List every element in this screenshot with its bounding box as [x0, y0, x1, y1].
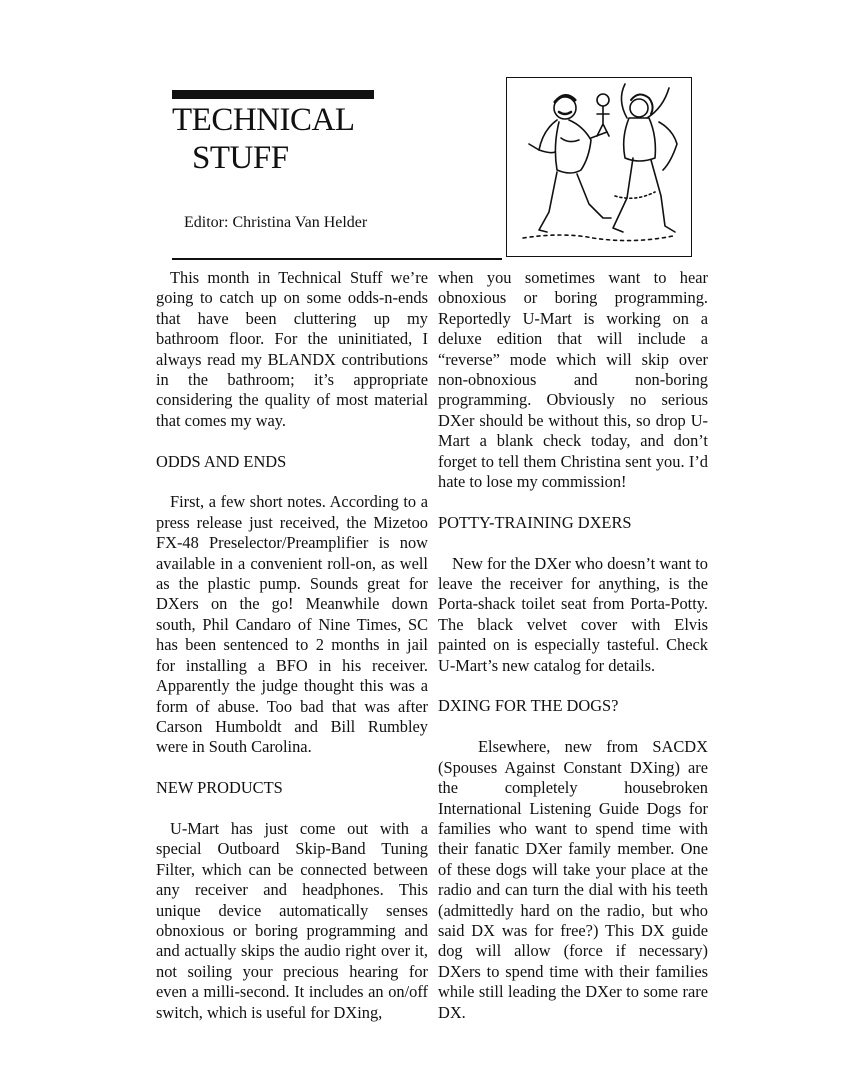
dancing-figures-illustration-icon [507, 78, 690, 255]
odds-and-ends-paragraph: First, a few short notes. According to a press release just received, the Mizetoo FX-48 Preselector/Preamplifier is now available in a convenient roll-on, as well as the plastic pump. Sounds great for DXers on the go! Meanwhile down south, Phil Candaro of Nine Times, SC has been sentenced to 2 months in jail for installing a BFO in his receiver. Apparently the judge thought this was a form of abuse. Too bad that was after Carson Humboldt and Bill Rumbley were in South Carolina. [156, 492, 428, 757]
title-line-2: STUFF [192, 140, 289, 176]
title-line-1: TECHNICAL [172, 102, 355, 138]
dxing-for-dogs-paragraph: Elsewhere, new from SACDX (Spouses Against Constant DXing) are the completely housebroken International Listening Guide Dogs for families who want to spend time with their fanatic DXer family member. One of these dogs will take your place at the radio and can turn the dial with his teeth (admittedly hard on the radio, but who said DX was for free?) This DX guide dog will allow (force if necessary) DXers to spend time with their families while still leading the DXer to some rare DX. [438, 737, 708, 1022]
continued-paragraph: when you sometimes want to hear obnoxious or boring programming. Reportedly U-Mart is working on a deluxe edition that will include a “reverse” mode which will skip over non-obnoxious and non-boring programming. Obviously no serious DXer should be without this, so drop U-Mart a blank check today, and don’t forget to tell them Christina sent you. I’d hate to lose my commission! [438, 268, 708, 492]
right-column [438, 268, 708, 1023]
header-rule [172, 258, 502, 260]
page-title [172, 101, 432, 177]
cartoon-illustration [506, 77, 692, 257]
section-heading-new-products: NEW PRODUCTS [156, 778, 283, 798]
header-bar [172, 90, 374, 99]
left-column [156, 268, 428, 1023]
section-heading-odds-and-ends: ODDS AND ENDS [156, 451, 287, 471]
editor-credit: Editor: Christina Van Helder [184, 214, 368, 231]
new-products-paragraph: U-Mart has just come out with a special Outboard Skip-Band Tuning Filter, which can be connected between any receiver and headphones. This unique device automatically senses obnoxious or boring programming and and actually skips the audio right over it, not soiling your precious hearing for even a milli-second. It includes an on/off switch, which is useful for DXing, [156, 818, 428, 1022]
potty-training-paragraph: New for the DXer who doesn’t want to leave the receiver for anything, is the Porta-shack toilet seat from Porta-Potty. The black velvet cover with Elvis painted on is especially tasteful. Check U-Mart’s new catalog for details. [438, 553, 708, 675]
intro-paragraph: This month in Technical Stuff we’re going to catch up on some odds-n-ends that have been cluttering up my bathroom floor. For the uninitiated, I always read my BLANDX contributions in the bathroom; it’s appropriate considering the quality of most material that comes my way. [156, 268, 428, 430]
section-heading-dxing-for-the-dogs: DXING FOR THE DOGS? [438, 696, 619, 716]
section-heading-potty-training: POTTY-TRAINING DXERS [438, 512, 632, 532]
